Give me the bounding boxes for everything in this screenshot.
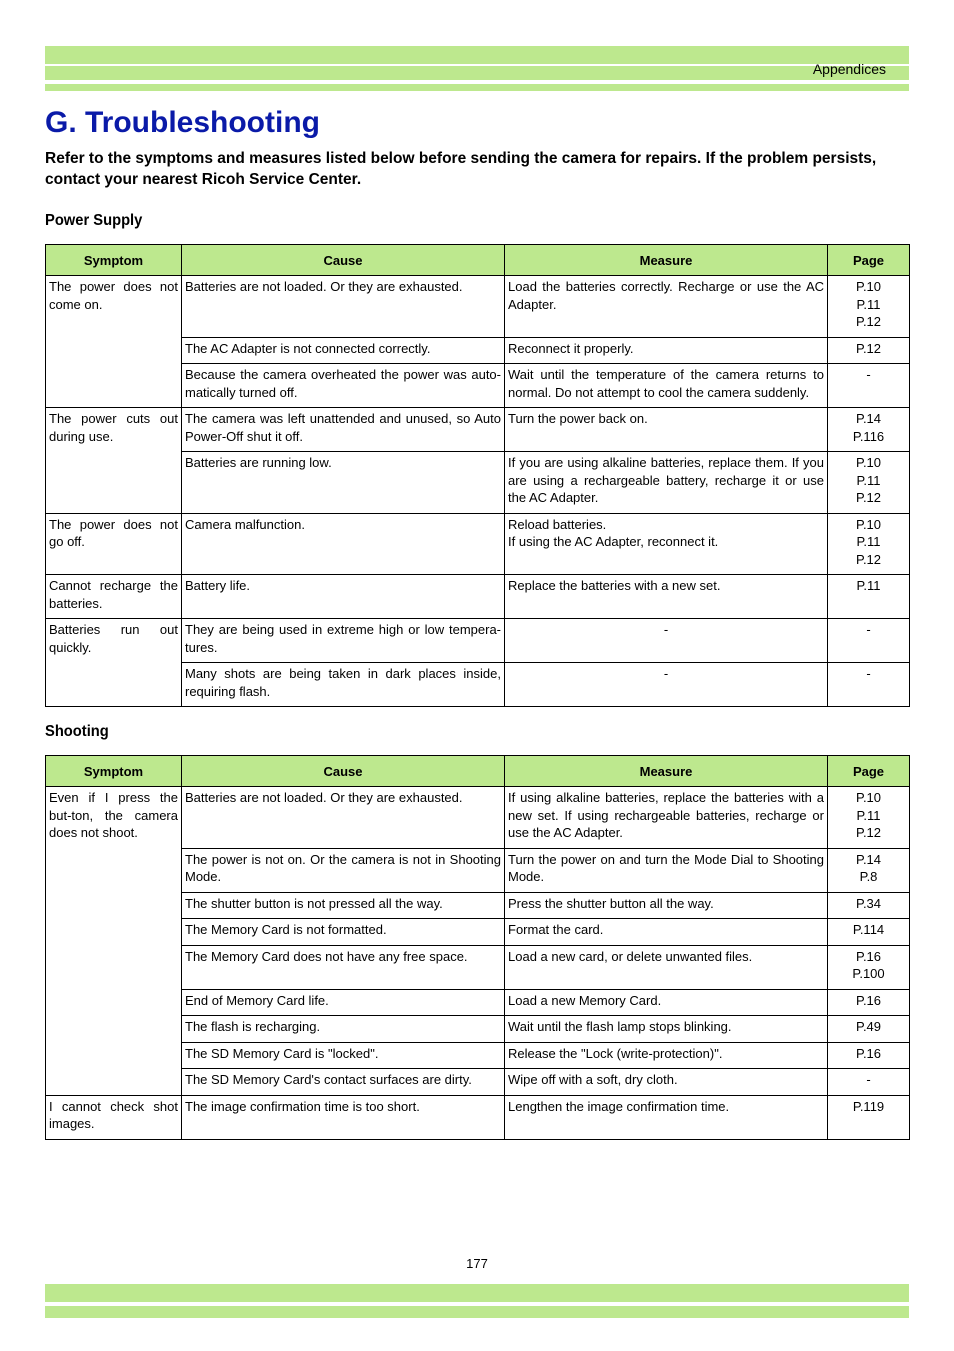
page-reference: P.116 bbox=[852, 428, 885, 444]
power-supply-heading: Power Supply bbox=[45, 212, 143, 229]
measure-cell: Load the batteries correctly. Recharge or use the AC Adapter. bbox=[505, 276, 828, 338]
page-reference: P.114 bbox=[852, 922, 885, 937]
symptom-header: Symptom bbox=[46, 245, 182, 276]
page-cell bbox=[828, 1095, 910, 1139]
symptom-cell: Cannot recharge the batteries. bbox=[46, 575, 182, 619]
cause-cell: The Memory Card is not formatted. bbox=[182, 919, 505, 946]
cause-cell: The SD Memory Card's contact surfaces are dirty. bbox=[182, 1069, 505, 1096]
measure-cell: Press the shutter button all the way. bbox=[505, 892, 828, 919]
cause-header: Cause bbox=[182, 245, 505, 276]
page-cell bbox=[828, 575, 910, 619]
measure-cell: Release the "Lock (write-protection)". bbox=[505, 1042, 828, 1069]
cause-cell: The flash is recharging. bbox=[182, 1016, 505, 1043]
page-reference: - bbox=[866, 367, 871, 382]
symptom-cell: The power cuts out during use. bbox=[46, 408, 182, 514]
page-cell bbox=[828, 452, 910, 514]
page-cell bbox=[828, 892, 910, 919]
page-cell bbox=[828, 919, 910, 946]
cause-cell: Camera malfunction. bbox=[182, 513, 505, 575]
page-reference: P.11 bbox=[856, 472, 881, 488]
page-cell bbox=[828, 989, 910, 1016]
page-reference: P.12 bbox=[855, 825, 882, 840]
symptom-cell: The power does not come on. bbox=[46, 276, 182, 408]
page-reference: P.14 bbox=[855, 851, 882, 867]
page-reference: P.10 bbox=[855, 279, 882, 294]
page-reference: - bbox=[866, 622, 871, 637]
cause-cell: The AC Adapter is not connected correctly. bbox=[182, 337, 505, 364]
measure-cell: Wipe off with a soft, dry cloth. bbox=[505, 1069, 828, 1096]
page-reference: P.10 bbox=[855, 516, 882, 532]
page-cell bbox=[828, 513, 910, 575]
footer-band-top bbox=[45, 1284, 909, 1302]
shooting-heading: Shooting bbox=[45, 723, 109, 740]
page-cell bbox=[828, 1069, 910, 1096]
measure-cell: - bbox=[505, 619, 828, 663]
table-header-row bbox=[46, 245, 910, 276]
table-header-row bbox=[46, 756, 910, 787]
page-cell bbox=[828, 408, 910, 452]
page-reference: - bbox=[866, 1072, 871, 1087]
page-reference: P.10 bbox=[855, 455, 882, 470]
cause-cell: Battery life. bbox=[182, 575, 505, 619]
page-reference: P.49 bbox=[855, 1019, 882, 1034]
page-header: Page bbox=[828, 756, 910, 787]
header-band-middle bbox=[45, 66, 909, 80]
section-label: Appendices bbox=[812, 61, 886, 77]
symptom-cell: Batteries run out quickly. bbox=[46, 619, 182, 707]
page-reference: P.34 bbox=[855, 895, 882, 911]
symptom-cell: I cannot check shot images. bbox=[46, 1095, 182, 1139]
cause-cell: The shutter button is not pressed all the way. bbox=[182, 892, 505, 919]
table-row bbox=[46, 787, 910, 849]
page-cell bbox=[828, 364, 910, 408]
page-reference: P.12 bbox=[855, 314, 882, 329]
intro-text: Refer to the symptoms and measures listed below before sending the camera for repairs. If the problem persists, contact your nearest Ricoh Service Center. bbox=[45, 150, 877, 188]
page-reference: - bbox=[866, 666, 871, 681]
measure-header: Measure bbox=[505, 245, 828, 276]
page-cell bbox=[828, 276, 910, 338]
cause-cell: Many shots are being taken in dark places inside, requiring flash. bbox=[182, 663, 505, 707]
page-cell bbox=[828, 619, 910, 663]
page-cell bbox=[828, 337, 910, 364]
power-supply-table bbox=[45, 244, 910, 707]
cause-cell: The image confirmation time is too short. bbox=[182, 1095, 505, 1139]
measure-cell: If using alkaline batteries, replace the batteries with a new set. If using rechargeable batteries, recharge or use the AC Adapter. bbox=[505, 787, 828, 849]
cause-cell: Because the camera overheated the power was auto-matically turned off. bbox=[182, 364, 505, 408]
cause-cell: The Memory Card does not have any free space. bbox=[182, 945, 505, 989]
footer-band-bottom bbox=[45, 1306, 909, 1318]
shooting-table bbox=[45, 755, 910, 1140]
cause-cell: Batteries are not loaded. Or they are exhausted. bbox=[182, 787, 505, 849]
table-row bbox=[46, 408, 910, 452]
page-reference: P.119 bbox=[852, 1098, 885, 1114]
measure-cell: Wait until the flash lamp stops blinking. bbox=[505, 1016, 828, 1043]
page-cell bbox=[828, 663, 910, 707]
power-supply-rows bbox=[46, 276, 910, 707]
header-band-bottom bbox=[45, 84, 909, 91]
page-cell bbox=[828, 787, 910, 849]
page-reference: P.12 bbox=[855, 340, 882, 356]
measure-cell: - bbox=[505, 663, 828, 707]
header-band-top bbox=[45, 46, 909, 64]
measure-cell: Turn the power on and turn the Mode Dial to Shooting Mode. bbox=[505, 848, 828, 892]
measure-header: Measure bbox=[505, 756, 828, 787]
table-row bbox=[46, 1095, 910, 1139]
page-reference: P.11 bbox=[856, 578, 881, 593]
symptom-cell: Even if I press the but-ton, the camera does not shoot. bbox=[46, 787, 182, 1096]
measure-cell: Wait until the temperature of the camera returns to normal. Do not attempt to cool the camera suddenly. bbox=[505, 364, 828, 408]
measure-cell: If you are using alkaline batteries, replace them. If you are using a rechargeable battery, recharge it or use the AC Adapter. bbox=[505, 452, 828, 514]
cause-cell: Batteries are not loaded. Or they are exhausted. bbox=[182, 276, 505, 338]
page-reference: P.11 bbox=[856, 534, 881, 549]
measure-cell: Turn the power back on. bbox=[505, 408, 828, 452]
table-row bbox=[46, 513, 910, 575]
shooting-rows bbox=[46, 787, 910, 1140]
page-cell bbox=[828, 848, 910, 892]
cause-header: Cause bbox=[182, 756, 505, 787]
symptom-header: Symptom bbox=[46, 756, 182, 787]
table-row bbox=[46, 276, 910, 338]
cause-cell: The power is not on. Or the camera is not in Shooting Mode. bbox=[182, 848, 505, 892]
measure-cell: Format the card. bbox=[505, 919, 828, 946]
table-row bbox=[46, 619, 910, 663]
cause-cell: The SD Memory Card is "locked". bbox=[182, 1042, 505, 1069]
page-title: G. Troubleshooting bbox=[45, 106, 320, 139]
page-number: 177 bbox=[466, 1256, 488, 1271]
page-reference: P.11 bbox=[856, 296, 881, 312]
page-header: Page bbox=[828, 245, 910, 276]
page-reference: P.12 bbox=[855, 551, 882, 567]
page-cell bbox=[828, 945, 910, 989]
page-reference: P.14 bbox=[855, 411, 882, 426]
page-reference: P.10 bbox=[855, 790, 882, 805]
page-cell bbox=[828, 1016, 910, 1043]
symptom-cell: The power does not go off. bbox=[46, 513, 182, 575]
page-reference: P.8 bbox=[859, 869, 878, 884]
page-reference: P.11 bbox=[856, 807, 881, 823]
table-row bbox=[46, 575, 910, 619]
page-reference: P.16 bbox=[855, 1045, 882, 1061]
cause-cell: The camera was left unattended and unused, so Auto Power-Off shut it off. bbox=[182, 408, 505, 452]
cause-cell: Batteries are running low. bbox=[182, 452, 505, 514]
page-reference: P.100 bbox=[852, 966, 885, 981]
measure-cell: Load a new Memory Card. bbox=[505, 989, 828, 1016]
page-reference: P.12 bbox=[855, 490, 882, 505]
measure-cell: Lengthen the image confirmation time. bbox=[505, 1095, 828, 1139]
measure-cell: Replace the batteries with a new set. bbox=[505, 575, 828, 619]
cause-cell: End of Memory Card life. bbox=[182, 989, 505, 1016]
page-reference: P.16 bbox=[855, 992, 882, 1008]
page-reference: P.16 bbox=[855, 948, 882, 964]
cause-cell: They are being used in extreme high or low tempera-tures. bbox=[182, 619, 505, 663]
measure-cell: Reconnect it properly. bbox=[505, 337, 828, 364]
page-cell bbox=[828, 1042, 910, 1069]
measure-cell: Load a new card, or delete unwanted files. bbox=[505, 945, 828, 989]
measure-cell: Reload batteries. If using the AC Adapter, reconnect it. bbox=[505, 513, 828, 575]
